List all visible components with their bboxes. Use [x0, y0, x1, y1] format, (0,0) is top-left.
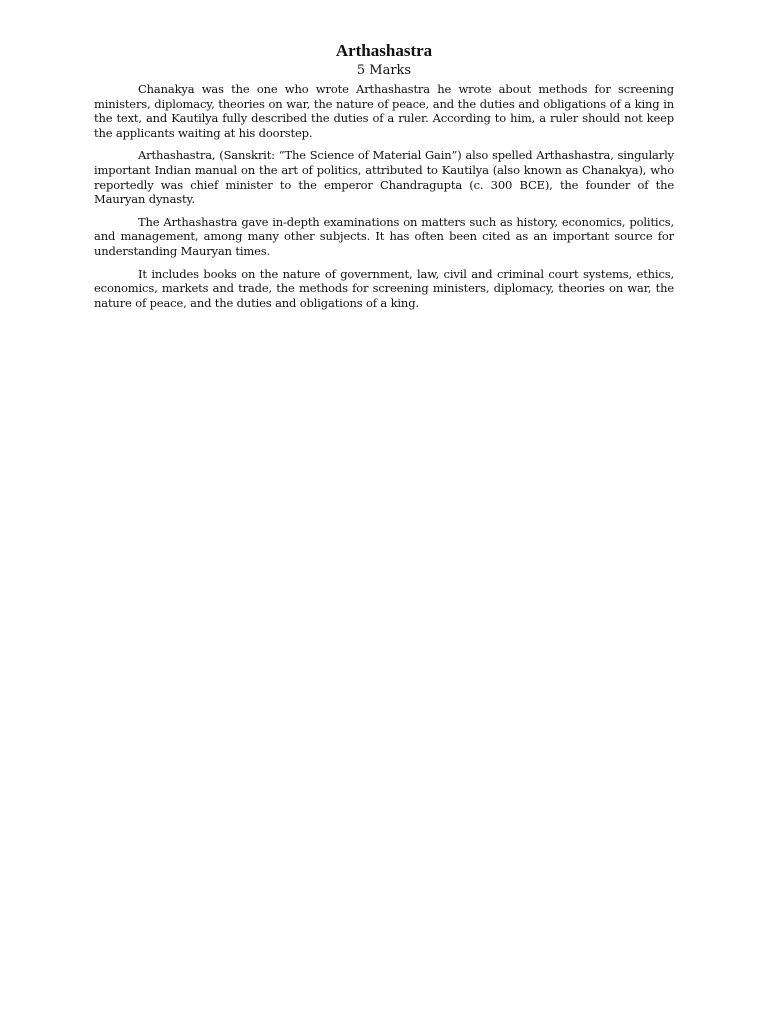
document-page: [94, 40, 674, 318]
document-title: Arthashastra: [335, 41, 433, 60]
paragraph-4: It includes books on the nature of government, law, civil and criminal court systems, ethics, economics, markets and trade, the methods for screening ministers, diplomacy, theories on war, the nature of peace, and the duties and obligations of a king.: [94, 266, 674, 310]
document-subtitle: 5 Marks: [356, 63, 412, 78]
paragraph-2: Arthashastra, (Sanskrit: “The Science of Material Gain”) also spelled Arthashastra, singularly important Indian manual on the art of politics, attributed to Kautilya (also known as Chanakya), who reportedly was chief minister to the emperor Chandragupta (c. 300 BCE), the founder of the Mauryan dynasty.: [94, 148, 674, 207]
paragraph-1: Chanakya was the one who wrote Arthashastra he wrote about methods for screening ministers, diplomacy, theories on war, the nature of peace, and the duties and obligations of a king in the text, and Kautilya fully described the duties of a ruler. According to him, a ruler should not keep the applicants waiting at his doorstep.: [94, 82, 674, 140]
paragraph-3: The Arthashastra gave in-depth examinations on matters such as history, economics, politics, and management, among many other subjects. It has often been cited as an important source for understanding Mauryan times.: [94, 214, 674, 258]
